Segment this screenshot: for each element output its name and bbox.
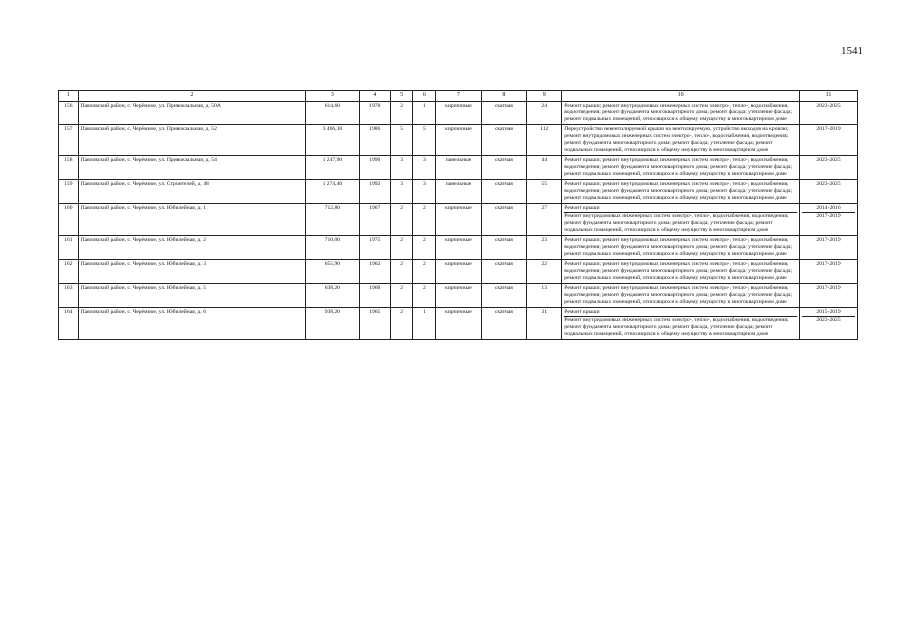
period-item: 2017-2019 (816, 261, 841, 268)
floors-cell: 5 (390, 125, 413, 156)
period-item: 2017-2019 (816, 237, 841, 244)
page-number: 1541 (841, 45, 863, 57)
column-header: 6 (413, 91, 436, 102)
entrances-cell: 1 (413, 101, 436, 125)
floors-cell: 2 (390, 204, 413, 236)
row-number: 164 (59, 308, 79, 340)
entrances-cell: 5 (413, 125, 436, 156)
column-header: 11 (800, 91, 858, 102)
address-cell: Павловский район, с. Черёмное, ул. Привокзальная, д. 54 (78, 156, 305, 180)
work-item: Ремонт крыши; ремонт внутридомовых инженерных систем электро-, тепло-, водоснабжения, водоотведения; ремонт фундамента многоквартирного дома; ремонт фасада; утепление фасада; ремонт подвальных помещений, относящихся к общему имуществу в многоквартирном доме (564, 157, 793, 178)
period-cell (800, 308, 858, 340)
period-cell (800, 236, 858, 260)
address-cell: Павловский район, с. Черёмное, ул. Юбилейная, д. 2 (78, 236, 305, 260)
row-number: 157 (59, 125, 79, 156)
column-header: 10 (562, 91, 800, 102)
column-header: 7 (436, 91, 481, 102)
roof-cell: скатная (481, 204, 526, 236)
period-cell (800, 180, 858, 204)
row-number: 160 (59, 204, 79, 236)
roof-cell: скатная (481, 125, 526, 156)
apartments-cell: 13 (527, 284, 562, 308)
entrances-cell: 2 (413, 204, 436, 236)
apartments-cell: 44 (527, 156, 562, 180)
year-cell: 1967 (359, 204, 390, 236)
floors-cell: 2 (390, 308, 413, 340)
period-item: 2023-2025 (816, 181, 841, 188)
table-row (59, 260, 858, 284)
work-item: Ремонт крыши; ремонт внутридомовых инженерных систем электро-, тепло-, водоснабжения, водоотведения; ремонт фундамента многоквартирного дома; ремонт фасада; утепление фасада; ремонт подвальных помещений, относящихся к общему имуществу в многоквартирном доме (564, 261, 793, 282)
year-cell: 1992 (359, 180, 390, 204)
table-row (59, 204, 858, 236)
apartments-cell: 31 (527, 308, 562, 340)
walls-cell: кирпичные (436, 260, 481, 284)
table-row (59, 180, 858, 204)
housing-repair-table (58, 90, 858, 340)
floors-cell: 2 (390, 101, 413, 125)
table-row (59, 156, 858, 180)
row-number: 156 (59, 101, 79, 125)
roof-cell: скатная (481, 156, 526, 180)
work-item: Ремонт внутридомовых инженерных систем электро-, тепло-, водоснабжения, водоотведения; ремонт фундамента многоквартирного дома; ремонт фасада, утепление фасада; ремонт подвальных помещений, относящихся к общему имуществу в многоквартирном доме (564, 316, 797, 338)
floors-cell: 3 (390, 156, 413, 180)
work-item: Ремонт крыши (564, 309, 600, 316)
work-item: Переустройство невентилируемой крыши на вентилируемую, устройство выходов на кровлю; ремонт внутридомовых инженерных систем электро-, тепло-, водоснабжения, водоотведения; ремонт фундамента многоквартирного дома; ремонт фасада; утепление фасада; ремонт подвальных помещений, относящихся к общему имуществу в многоквартирном доме (564, 126, 789, 154)
entrances-cell: 1 (413, 308, 436, 340)
year-cell: 1990 (359, 156, 390, 180)
walls-cell: панельные (436, 156, 481, 180)
roof-cell: скатная (481, 236, 526, 260)
address-cell: Павловский район, с. Черёмное, ул. Строителей, д. 48 (78, 180, 305, 204)
roof-cell: скатная (481, 101, 526, 125)
apartments-cell: 112 (527, 125, 562, 156)
year-cell: 1978 (359, 101, 390, 125)
entrances-cell: 2 (413, 284, 436, 308)
period-item: 2014-2016 (816, 205, 841, 212)
works-cell (562, 308, 800, 340)
roof-cell: скатная (481, 284, 526, 308)
works-cell (562, 236, 800, 260)
area-cell: 1 247,90 (306, 156, 360, 180)
walls-cell: кирпичные (436, 101, 481, 125)
works-cell (562, 125, 800, 156)
address-cell: Павловский район, с. Черёмное, ул. Юбилейная, д. 1 (78, 204, 305, 236)
year-cell: 1960 (359, 284, 390, 308)
floors-cell: 2 (390, 236, 413, 260)
period-cell (800, 125, 858, 156)
column-header: 8 (481, 91, 526, 102)
roof-cell: скатная (481, 180, 526, 204)
works-cell (562, 284, 800, 308)
work-item: Ремонт крыши; ремонт внутридомовых инженерных систем электро-, тепло-, водоснабжения, водоотведения; ремонт фундамента многоквартирного дома; ремонт фасада; утепление фасада; ремонт подвальных помещений, относящихся к общему имуществу в многоквартирном доме (564, 102, 793, 123)
address-cell: Павловский район, с. Черёмное, ул. Юбилейная, д. 5 (78, 284, 305, 308)
works-cell (562, 260, 800, 284)
column-header: 4 (359, 91, 390, 102)
apartments-cell: 55 (527, 180, 562, 204)
address-cell: Павловский район, с. Черёмное, ул. Привокзальная, д. 52 (78, 125, 305, 156)
entrances-cell: 2 (413, 260, 436, 284)
period-item: 2017-2019 (816, 126, 841, 133)
table-row (59, 236, 858, 260)
year-cell: 1965 (359, 308, 390, 340)
table-row (59, 308, 858, 340)
period-cell (800, 284, 858, 308)
row-number: 161 (59, 236, 79, 260)
work-item: Ремонт крыши; ремонт внутридомовых инженерных систем электро-, тепло-, водоснабжения, водоотведения; ремонт фундамента многоквартирного дома; ремонт фасада; утепление фасада; ремонт подвальных помещений, относящихся к общему имуществу в многоквартирном доме (564, 285, 793, 306)
period-item: 2017-2019 (802, 212, 855, 220)
table-row (59, 284, 858, 308)
work-item: Ремонт крыши; ремонт внутридомовых инженерных систем электро-, тепло-, водоснабжения, водоотведения; ремонт фундамента многоквартирного дома; ремонт фасада; утепление фасада; ремонт подвальных помещений, относящихся к общему имуществу в многоквартирном доме (564, 237, 793, 258)
period-item: 2023-2025 (802, 316, 855, 324)
walls-cell: кирпичные (436, 204, 481, 236)
row-number: 163 (59, 284, 79, 308)
address-cell: Павловский район, с. Черёмное, ул. Юбилейная, д. 3 (78, 260, 305, 284)
period-cell (800, 204, 858, 236)
area-cell: 710,00 (306, 236, 360, 260)
area-cell: 638,20 (306, 284, 360, 308)
area-cell: 712,80 (306, 204, 360, 236)
walls-cell: кирпичные (436, 125, 481, 156)
works-cell (562, 204, 800, 236)
floors-cell: 2 (390, 260, 413, 284)
walls-cell: кирпичные (436, 236, 481, 260)
entrances-cell: 2 (413, 236, 436, 260)
area-cell: 1 274,40 (306, 180, 360, 204)
work-item: Ремонт крыши (564, 205, 600, 212)
roof-cell: скатная (481, 308, 526, 340)
address-cell: Павловский район, с. Черёмное, ул. Юбилейная, д. 6 (78, 308, 305, 340)
works-cell (562, 101, 800, 125)
table-row (59, 101, 858, 125)
year-cell: 1975 (359, 236, 390, 260)
entrances-cell: 3 (413, 156, 436, 180)
area-cell: 3 466,30 (306, 125, 360, 156)
address-cell: Павловский район, с. Черёмное, ул. Привокзальная, д. 50А (78, 101, 305, 125)
floors-cell: 2 (390, 284, 413, 308)
work-item: Ремонт внутридомовых инженерных систем электро-, тепло-, водоснабжения, водоотведения; ремонт фундамента многоквартирного дома; ремонт фасада; утепление фасада; ремонт подвальных помещений, относящихся к общему имуществу в многоквартирном доме (564, 212, 797, 234)
work-item: Ремонт крыши; ремонт внутридомовых инженерных систем электро-, тепло-, водоснабжения, водоотведения; ремонт фундамента многоквартирного дома; ремонт фасада; утепление фасада; ремонт подвальных помещений, относящихся к общему имуществу в многоквартирном доме (564, 181, 793, 202)
column-header: 3 (306, 91, 360, 102)
apartments-cell: 23 (527, 236, 562, 260)
column-header: 2 (78, 91, 305, 102)
period-cell (800, 156, 858, 180)
header-row (59, 91, 858, 102)
year-cell: 1986 (359, 125, 390, 156)
roof-cell: скатная (481, 260, 526, 284)
column-header: 5 (390, 91, 413, 102)
period-item: 2023-2025 (816, 157, 841, 164)
period-item: 2017-2019 (816, 285, 841, 292)
period-item: 2015-2019 (816, 309, 841, 316)
area-cell: 938,20 (306, 308, 360, 340)
apartments-cell: 24 (527, 101, 562, 125)
column-header: 9 (527, 91, 562, 102)
floors-cell: 3 (390, 180, 413, 204)
table-row (59, 125, 858, 156)
column-header: 1 (59, 91, 79, 102)
walls-cell: кирпичные (436, 284, 481, 308)
walls-cell: панельные (436, 180, 481, 204)
works-cell (562, 156, 800, 180)
period-cell (800, 101, 858, 125)
apartments-cell: 27 (527, 204, 562, 236)
row-number: 162 (59, 260, 79, 284)
works-cell (562, 180, 800, 204)
period-cell (800, 260, 858, 284)
apartments-cell: 22 (527, 260, 562, 284)
year-cell: 1962 (359, 260, 390, 284)
row-number: 159 (59, 180, 79, 204)
area-cell: 655,90 (306, 260, 360, 284)
row-number: 158 (59, 156, 79, 180)
walls-cell: кирпичные (436, 308, 481, 340)
entrances-cell: 3 (413, 180, 436, 204)
period-item: 2023-2025 (816, 102, 841, 109)
area-cell: 614,60 (306, 101, 360, 125)
